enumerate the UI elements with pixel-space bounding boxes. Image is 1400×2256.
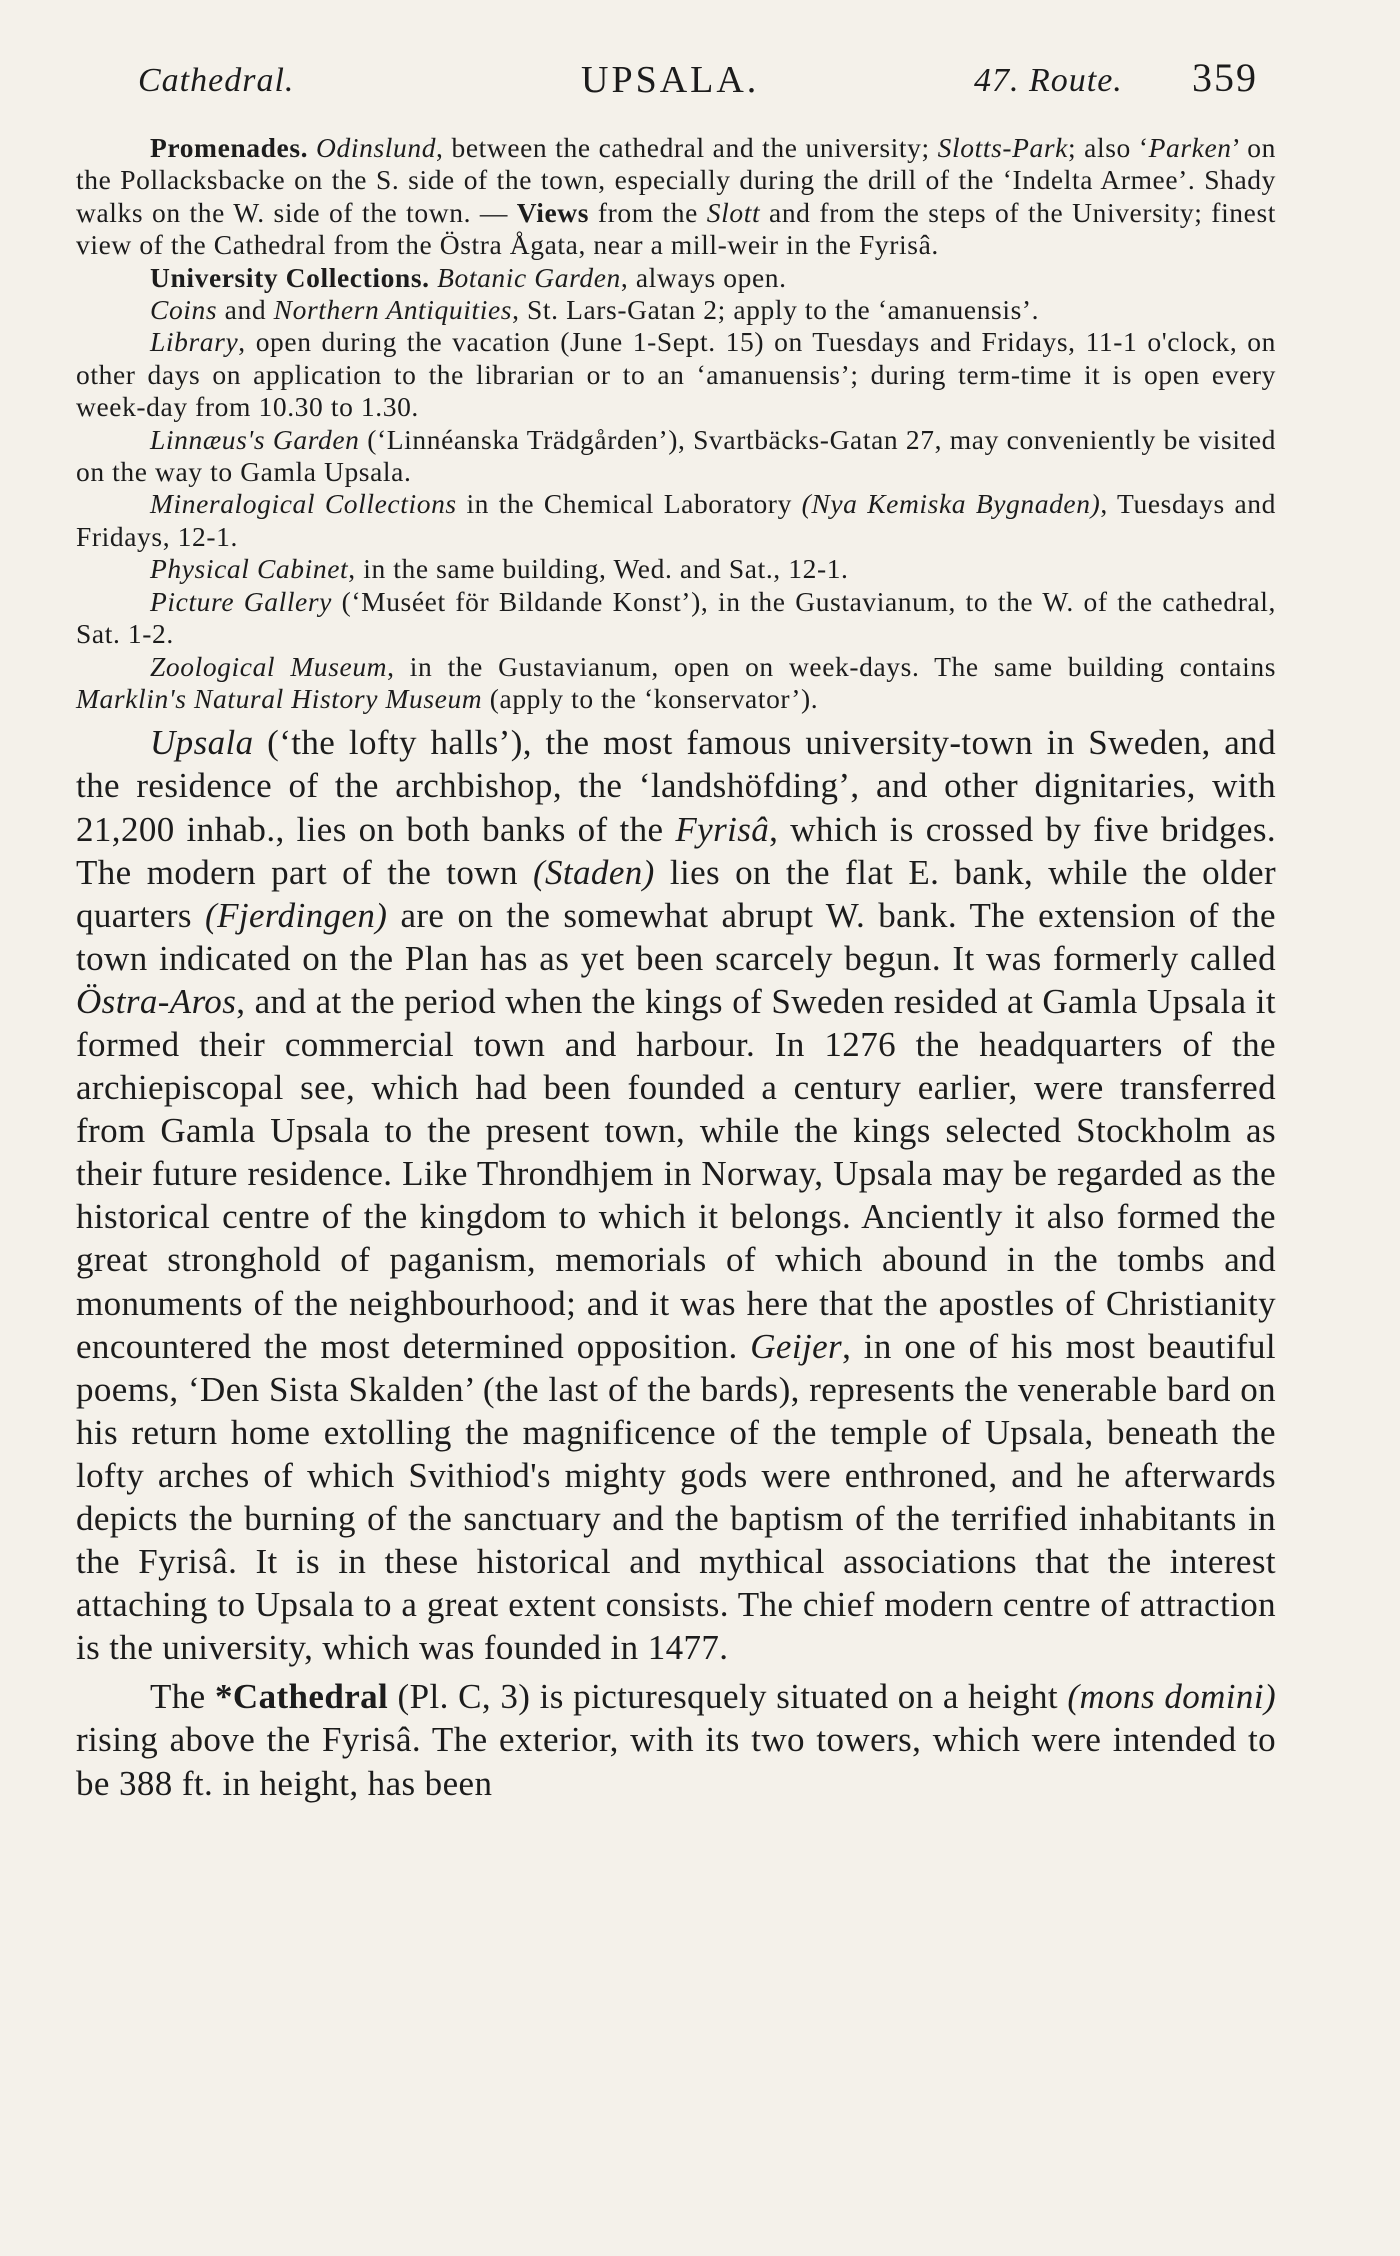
- upsala-paragraph: Upsala (‘the lofty halls’), the most famous university-town in Sweden, and the residence of the archbishop, the ‘landshöfding’, and other dignitaries, with 21,200 inhab., lies on both banks of the Fyrisâ, which is crossed by five bridges. The modern part of the town (Staden) lies on the flat E. bank, while the older quarters (Fjerdingen) are on the somewhat abrupt W. bank. The extension of the town indicated on the Plan has as yet been scarcely begun. It was formerly called Östra-Aros, and at the period when the kings of Sweden resided at Gamla Upsala it formed their commercial town and harbour. In 1276 the headquarters of the archiepiscopal see, which had been founded a century earlier, were transferred from Gamla Upsala to the present town, while the kings selected Stockholm as their future residence. Like Throndhjem in Norway, Upsala may be regarded as the historical centre of the kingdom to which it belongs. Anciently it also formed the great stronghold of paganism, memorials of which abound in the tombs and monuments of the neighbourhood; and it was here that the apostles of Christianity encountered the most determined opposition. Geijer, in one of his most beautiful poems, ‘Den Sista Skalden’ (the last of the bards), represents the venerable bard on his return home extolling the magnificence of the temple of Upsala, beneath the lofty arches of which Svithiod's mighty gods were enthroned, and he afterwards depicts the burning of the sanctuary and the baptism of the terrified inhabitants in the Fyrisâ. It is in these historical and mythical associations that the interest attaching to Upsala to a great extent consists. The chief modern centre of attraction is the university, which was founded in 1477.: [76, 723, 1277, 1668]
- cathedral-heading: *Cathedral: [215, 1677, 389, 1717]
- mineralogical-paragraph: Mineralogical Collections in the Chemical Laboratory (Nya Kemiska Bygnaden), Tuesdays and Fridays, 12-1.: [76, 488, 1276, 552]
- promenades-paragraph: Promenades. Odinslund, between the cathedral and the university; Slotts-Park; also ‘Parken’ on the Pollacksbacke on the S. side of the town, especially during the drill of the ‘Indelta Armee’. Shady walks on the W. side of the town. — Views from the Slott and from the steps of the University; finest view of the Cathedral from the Östra Ågata, near a mill-weir in the Fyrisâ.: [76, 132, 1277, 261]
- promenades-heading: Promenades.: [150, 132, 309, 163]
- practical-notes: [76, 132, 1276, 715]
- cathedral-paragraph: The *Cathedral (Pl. C, 3) is picturesquely situated on a height (mons domini) rising above the Fyrisâ. The exterior, with its two towers, which were intended to be 388 ft. in height, has been: [76, 1677, 1277, 1803]
- collections-heading: University Collections.: [150, 261, 430, 293]
- linnaeus-paragraph: Linnæus's Garden (‘Linnéanska Trädgården’), Svartbäcks-Gatan 27, may conveniently be visited on the way to Gamla Upsala.: [76, 423, 1276, 488]
- running-head: [76, 52, 1276, 114]
- picture-gallery-paragraph: Picture Gallery (‘Muséet för Bildande Konst’), in the Gustavianum, to the W. of the cathedral, Sat. 1-2.: [76, 585, 1276, 650]
- zoological-paragraph: Zoological Museum, in the Gustavianum, open on week-days. The same building contains Marklin's Natural History Museum (apply to the ‘konservator’).: [76, 650, 1277, 714]
- running-head-section: Cathedral.: [138, 62, 295, 99]
- odinslund-link: Odinslund: [316, 132, 437, 163]
- library-paragraph: Library, open during the vacation (June 1-Sept. 15) on Tuesdays and Fridays, 11-1 o'clock, on other days on application to the librarian or to an ‘amanuensis’; during term-time it is open every week-day from 10.30 to 1.30.: [76, 326, 1276, 423]
- book-page: [76, 52, 1276, 1805]
- running-head-route: 47. Route.: [974, 62, 1123, 99]
- running-head-title: UPSALA.: [581, 59, 760, 101]
- main-text: [76, 721, 1276, 1804]
- collections-heading-line: University Collections. Botanic Garden, always open.: [150, 261, 787, 293]
- upsala-name: Upsala: [150, 723, 254, 763]
- page-number: 359: [1192, 55, 1258, 100]
- coins-paragraph: Coins and Northern Antiquities, St. Lars-Gatan 2; apply to the ‘amanuensis’.: [150, 294, 1040, 326]
- physical-paragraph: Physical Cabinet, in the same building, Wed. and Sat., 12-1.: [150, 553, 849, 585]
